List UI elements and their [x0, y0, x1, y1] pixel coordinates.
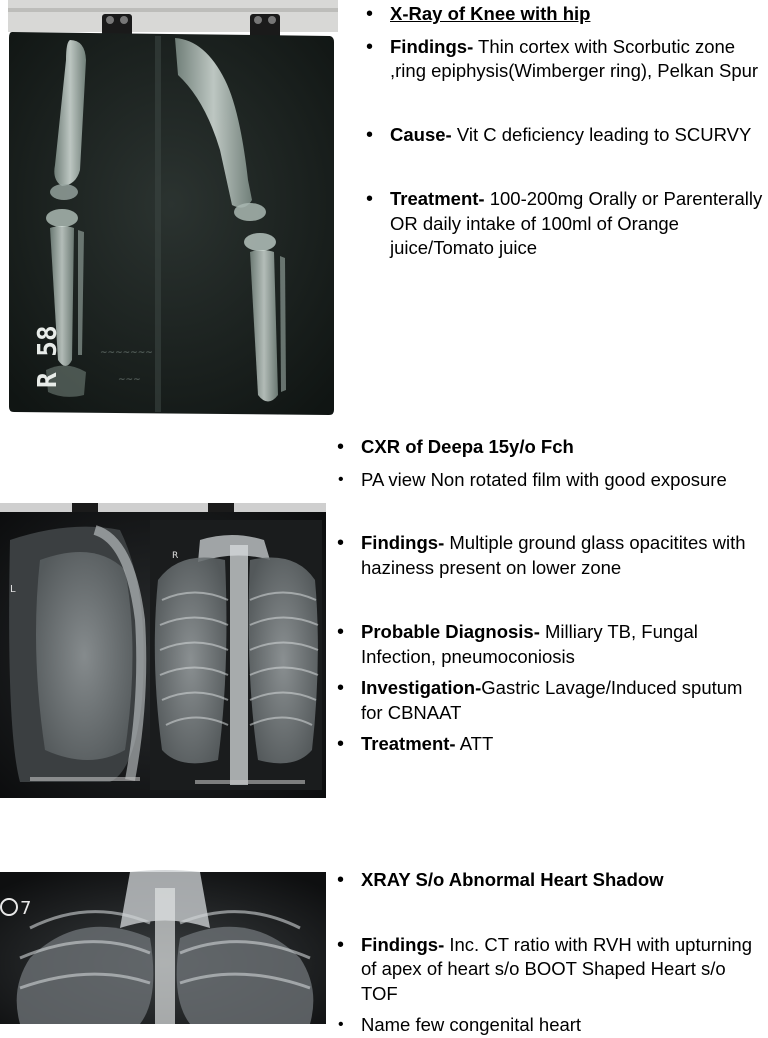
heart-findings: • Findings- Inc. CT ratio with RVH with upturning of apex of heart s/o BOOT Shaped Heart s/o TOF: [334, 933, 764, 1007]
cxr-title: • CXR of Deepa 15y/o Fch: [334, 435, 764, 460]
heart-partial-text: • Name few congenital heart: [334, 1013, 764, 1038]
svg-text:~~~: ~~~: [118, 375, 141, 385]
cxr-view: • PA view Non rotated film with good exposure: [334, 468, 764, 493]
heart-title: • XRAY S/o Abnormal Heart Shadow: [334, 868, 764, 893]
heart-xray-notes: [334, 868, 764, 1038]
film-marker: R 58: [33, 325, 63, 388]
cxr-investigation: • Investigation-Gastric Lavage/Induced sputum for CBNAAT: [334, 676, 764, 725]
lateral-marker: L: [10, 584, 16, 595]
cxr-diagnosis: • Probable Diagnosis- Milliary TB, Fungal Infection, pneumoconiosis: [334, 620, 764, 669]
svg-text:~~~~~~~: ~~~~~~~: [100, 348, 153, 358]
heart-xray-image: [0, 868, 330, 1024]
knee-findings: • Findings- Thin cortex with Scorbutic zone ,ring epiphysis(Wimberger ring), Pelkan Spur: [363, 35, 763, 84]
chest-xray-image: [0, 500, 330, 800]
cxr-treatment: • Treatment- ATT: [334, 732, 764, 757]
knee-hip-xray-image: [0, 0, 340, 420]
knee-xray-notes: [363, 2, 763, 261]
knee-cause: • Cause- Vit C deficiency leading to SCURVY: [363, 123, 763, 148]
cxr-findings: • Findings- Multiple ground glass opacitites with haziness present on lower zone: [334, 531, 764, 580]
cxr-notes: [334, 435, 764, 757]
knee-treatment: • Treatment- 100-200mg Orally or Parenterally OR daily intake of 100ml of Orange juice/Tomato juice: [363, 187, 763, 261]
knee-xray-title: • X-Ray of Knee with hip: [363, 2, 763, 27]
pa-marker: R: [172, 551, 179, 561]
heart-film-marker: 7: [20, 898, 32, 919]
